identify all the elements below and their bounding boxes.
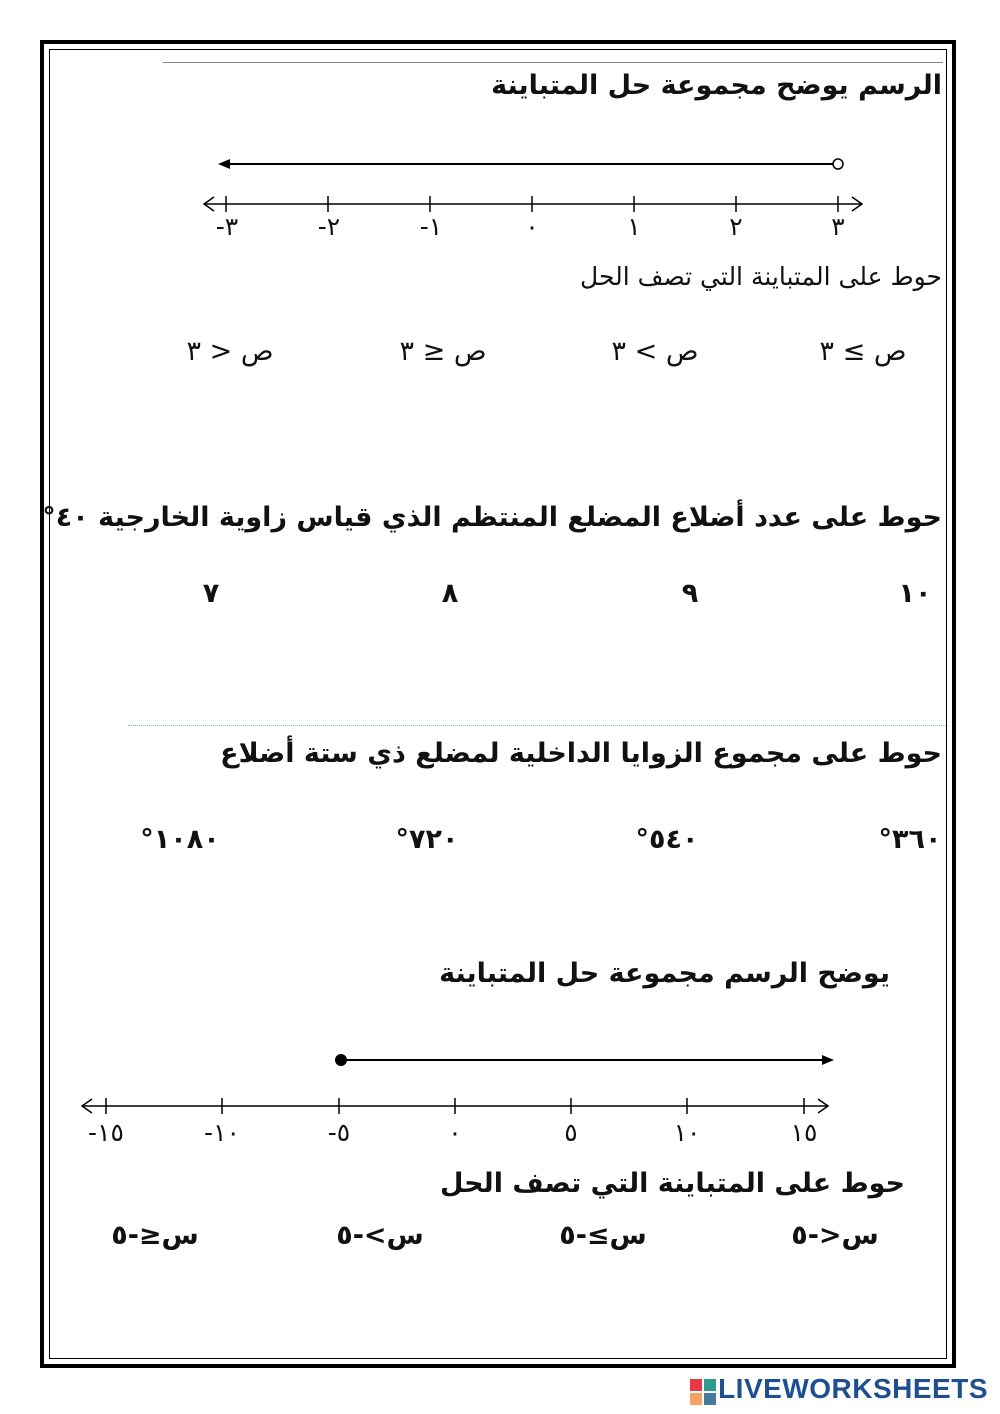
q1-tick-label: ٣: [831, 212, 845, 241]
q1-tick-label: ٠: [525, 212, 539, 241]
q1-tick-label: ٣-: [215, 212, 239, 241]
section-divider: [128, 725, 946, 726]
q1-tick-label: ٢: [729, 212, 743, 241]
q4-closed-circle: [335, 1054, 347, 1066]
brand-name[interactable]: LIVEWORKSHEETS: [718, 1373, 988, 1404]
q4-instruction: حوط على المتباينة التي تصف الحل: [440, 1168, 905, 1199]
q3-title: حوط على مجموع الزوايا الداخلية لمضلع ذي ستة أضلاع: [220, 738, 942, 769]
q3-option[interactable]: ٥٤٠°: [635, 824, 699, 855]
q2-option[interactable]: ١٠: [898, 578, 932, 609]
q3-option[interactable]: ٧٢٠°: [395, 824, 459, 855]
q3-option[interactable]: ١٠٨٠°: [140, 824, 220, 855]
q4-option[interactable]: س<-٥: [791, 1220, 879, 1251]
q1-number-line: [204, 196, 862, 212]
q4-tick-label: ١٥: [790, 1118, 818, 1147]
q4-tick-label: ١٥-: [88, 1118, 124, 1147]
q1-tick-label: ١: [627, 212, 641, 241]
q3-option[interactable]: ٣٦٠°: [878, 824, 942, 855]
q4-option[interactable]: س>-٥: [336, 1220, 424, 1251]
liveworksheets-logo-icon: [689, 1378, 717, 1406]
q1-tick-label: ١-: [419, 212, 443, 241]
q4-tick-label: ٥: [564, 1118, 578, 1147]
q4-title: يوضح الرسم مجموعة حل المتباينة: [439, 958, 890, 989]
q1-title: الرسم يوضح مجموعة حل المتباينة: [491, 70, 942, 101]
q4-number-line: [82, 1098, 828, 1114]
q4-tick-label: ٠: [448, 1118, 462, 1147]
q1-open-circle: [833, 159, 843, 169]
q4-tick-label: ١٠: [673, 1118, 701, 1147]
q4-tick-label: ١٠-: [204, 1118, 240, 1147]
q2-option[interactable]: ٩: [681, 578, 699, 609]
q4-option[interactable]: س≤-٥: [111, 1220, 199, 1251]
q2-option[interactable]: ٧: [202, 578, 220, 609]
q1-option[interactable]: ص < ٣: [186, 336, 274, 367]
q1-option[interactable]: ص ≥ ٣: [819, 336, 907, 367]
q4-solution-ray: [335, 1054, 834, 1066]
q1-tick-label: ٢-: [317, 212, 341, 241]
q1-option[interactable]: ص ≤ ٣: [399, 336, 487, 367]
q2-title: حوط على عدد أضلاع المضلع المنتظم الذي قياس زاوية الخارجية ٤٠°: [42, 502, 942, 533]
q4-option[interactable]: س≥-٥: [559, 1220, 647, 1251]
q1-instruction: حوط على المتباينة التي تصف الحل: [580, 262, 942, 291]
q4-tick-label: ٥-: [327, 1118, 351, 1147]
q2-option[interactable]: ٨: [441, 578, 459, 609]
q1-option[interactable]: ص > ٣: [611, 336, 699, 367]
q1-solution-ray: [218, 159, 843, 169]
